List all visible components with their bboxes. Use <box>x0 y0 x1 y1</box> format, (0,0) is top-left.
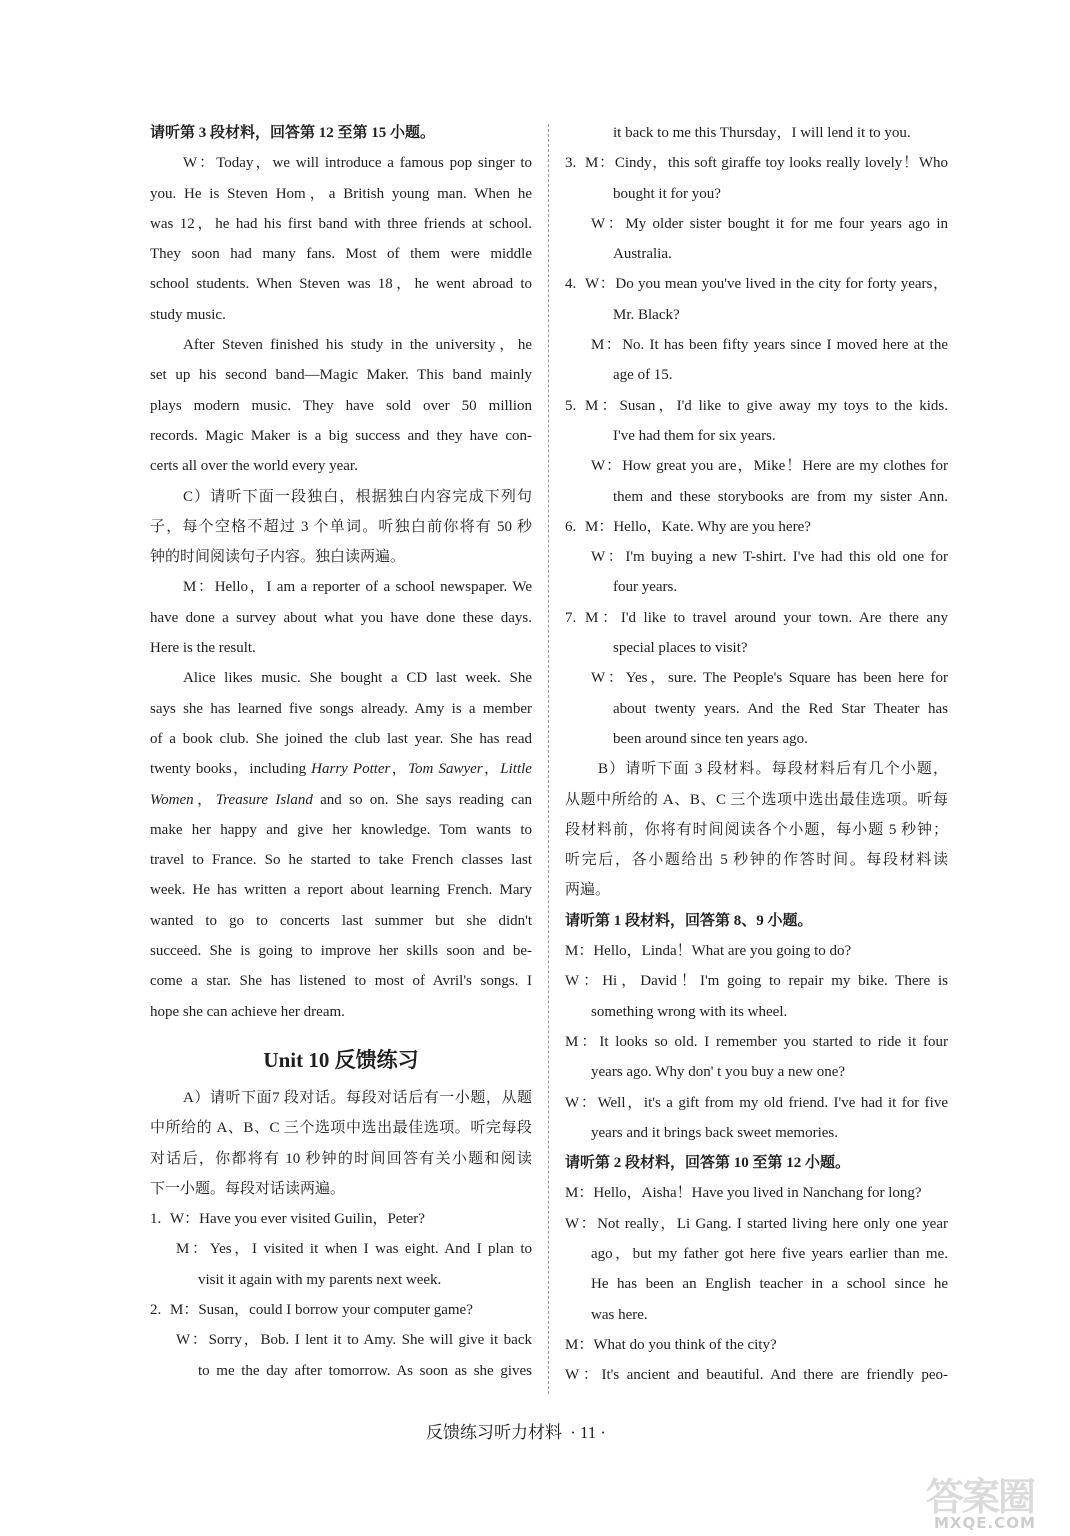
text-line: says she has learned five songs already. Amy is a member <box>150 700 532 717</box>
watermark-domain: MXQE.COM <box>934 1514 1036 1532</box>
instruction-line: A）请听下面7 段对话。每段对话后有一小题，从题 <box>183 1089 532 1106</box>
text-line: Alice likes music. She bought a CD last week. She <box>183 670 532 687</box>
page-number: 11 <box>579 1423 597 1442</box>
dialogue-line: years and it brings back sweet memories. <box>591 1124 839 1141</box>
dialogue-line: ago，but my father got here five years earlier than me. <box>591 1245 948 1262</box>
punctuation: ， <box>390 761 409 778</box>
dialogue-line <box>150 1204 532 1234</box>
right-column <box>565 118 948 1390</box>
speaker-line: M：Hello，Kate. Why are you here? <box>585 518 811 535</box>
column-divider <box>548 124 549 1394</box>
text-line <box>150 754 532 784</box>
dialogue-line: W：Sorry，Bob. I lent it to Amy. She will give it back <box>176 1332 532 1349</box>
text-line: of a book club. She joined the club last year. She has read <box>150 730 532 747</box>
instruction-line: 段材料前，你将有时间阅读各个小题，每小题 5 秒钟； <box>565 821 948 838</box>
dialogue-line: W：I'm buying a new T-shirt. I've had this old one for <box>591 549 948 566</box>
dialogue-line: visit it again with my parents next week. <box>198 1271 442 1288</box>
item-number: 6. <box>565 518 577 535</box>
section-heading: 请听第 3 段材料，回答第 12 至第 15 小题。 <box>150 125 436 141</box>
instruction-line: B）请听下面 3 段材料。每段材料后有几个小题， <box>598 761 948 778</box>
dialogue-line: W：Well，it's a gift from my old friend. I've had it for five <box>565 1094 948 1111</box>
text-segment: twenty books，including <box>150 761 312 778</box>
text-line: was 12，he had his first band with three friends at school. <box>150 215 532 232</box>
text-line: set up his second band—Magic Maker. This band mainly <box>150 367 532 384</box>
dialogue-line: four years. <box>613 579 678 596</box>
dialogue-line <box>565 148 948 178</box>
text-line: make her happy and give her knowledge. Tom wants to <box>150 821 532 838</box>
dialogue-line: W：My older sister bought it for me four years ago in <box>591 215 948 232</box>
unit-title: Unit 10 反馈练习 <box>263 1047 419 1072</box>
dialogue-line: M：Hello，Aisha！Have you lived in Nanchang for long? <box>565 1185 922 1202</box>
separator-dot: · <box>600 1423 606 1442</box>
dialogue-line: M：It looks so old. I remember you started to ride it four <box>565 1033 948 1050</box>
text-line: wanted to go to concerts last summer but she didn't <box>150 912 532 929</box>
dialogue-line: W：Not really，Li Gang. I started living here only one year <box>565 1215 948 1232</box>
text-line: school students. When Steven was 18，he went abroad to <box>150 276 532 293</box>
item-number: 4. <box>565 276 577 293</box>
instruction-line: 对话后，你都将有 10 秒钟的时间回答有关小题和阅读 <box>150 1150 532 1167</box>
dialogue-line: Mr. Black? <box>613 306 680 323</box>
instruction-line: 下一小题。每段对话读两遍。 <box>150 1180 346 1197</box>
speaker-line: M：Cindy，this soft giraffe toy looks really lovely！Who <box>585 155 948 172</box>
speaker-line: W：Have you ever visited Guilin，Peter? <box>170 1211 425 1228</box>
separator-dot: · <box>570 1423 576 1442</box>
dialogue-line: about twenty years. And the Red Star Theater has <box>613 700 948 717</box>
watermark-text: 答案圈 <box>926 1475 1035 1519</box>
instruction-line: C）请听下面一段独白，根据独白内容完成下列句 <box>183 488 532 505</box>
dialogue-line: years ago. Why don' t you buy a new one? <box>591 1064 846 1081</box>
dialogue-line: M：Yes，I visited it when I was eight. And I plan to <box>176 1241 532 1258</box>
text-line: Here is the result. <box>150 640 256 657</box>
text-line: have done a survey about what you have done these days. <box>150 609 532 626</box>
item-number: 3. <box>565 155 577 172</box>
dialogue-line: M：No. It has been fifty years since I moved here at the <box>591 337 948 354</box>
speaker-line: W：Do you mean you've lived in the city for forty years， <box>585 276 948 293</box>
dialogue-line: something wrong with its wheel. <box>591 1003 788 1020</box>
text-line: records. Magic Maker is a big success and they have con- <box>150 427 532 444</box>
dialogue-line: special places to visit? <box>613 640 748 657</box>
text-line: succeed. She is going to improve her skills soon and be- <box>150 943 532 960</box>
text-line: certs all over the world every year. <box>150 458 358 475</box>
text-line: plays modern music. They have sold over 50 million <box>150 397 532 414</box>
text-line: hope she can achieve her dream. <box>150 1003 345 1020</box>
dialogue-line: W：How great you are，Mike！Here are my clothes for <box>591 458 948 475</box>
text-line: you. He is Steven Hom，a British young man. When he <box>150 185 532 202</box>
dialogue-line: M：What do you think of the city? <box>565 1336 777 1353</box>
instruction-line: 听完后，各小题给出 5 秒钟的作答时间。每段材料读 <box>565 852 948 869</box>
text-line: M：Hello，I am a reporter of a school newspaper. We <box>183 579 532 596</box>
item-number: 7. <box>565 609 577 626</box>
left-column <box>150 118 532 1386</box>
book-title: Treasure Island <box>215 791 313 808</box>
text-line: They soon had many fans. Most of them were middle <box>150 246 532 263</box>
item-number: 1. <box>150 1211 162 1228</box>
text-segment: and so on. She says reading can <box>312 791 532 808</box>
dialogue-line: been around since ten years ago. <box>613 730 808 747</box>
dialogue-line: W：Hi，David！I'm going to repair my bike. There is <box>565 973 948 990</box>
dialogue-line <box>565 391 948 421</box>
footer-title: 反馈练习听力材料 <box>426 1423 562 1442</box>
dialogue-line: was here. <box>591 1306 648 1323</box>
dialogue-line: W：Yes，sure. The People's Square has been here for <box>591 670 948 687</box>
speaker-line: M：Susan，could I borrow your computer game? <box>170 1301 473 1318</box>
instruction-line: 钟的时间阅读句子内容。独白读两遍。 <box>150 549 406 566</box>
dialogue-line: W：It's ancient and beautiful. And there are friendly peo- <box>565 1367 948 1384</box>
dialogue-line <box>565 603 948 633</box>
instruction-line: 两遍。 <box>565 882 611 899</box>
text-line: travel to France. So he started to take French classes last <box>150 852 532 869</box>
page-footer <box>426 1418 610 1443</box>
item-number: 2. <box>150 1301 162 1318</box>
text-line: After Steven finished his study in the university，he <box>183 337 532 354</box>
dialogue-line <box>565 269 948 299</box>
speaker-line: M：Susan，I'd like to give away my toys to the kids. <box>585 397 948 414</box>
section-heading: 请听第 2 段材料，回答第 10 至第 12 小题。 <box>565 1155 851 1172</box>
speaker-line: M：I'd like to travel around your town. Are there any <box>585 609 948 626</box>
book-title: Women <box>150 791 194 808</box>
book-title: Harry Potter <box>311 761 391 778</box>
dialogue-line: Australia. <box>613 246 672 263</box>
dialogue-line <box>150 1295 532 1325</box>
instruction-line: 从题中所给的 A、B、C 三个选项中选出最佳选项。听每 <box>565 791 948 808</box>
instruction-line: 中所给的 A、B、C 三个选项中选出最佳选项。听完每段 <box>150 1120 532 1137</box>
dialogue-line <box>565 512 948 542</box>
dialogue-line: He has been an English teacher in a school since he <box>591 1276 948 1293</box>
punctuation: ， <box>482 761 501 778</box>
dialogue-line: age of 15. <box>613 367 673 384</box>
section-heading: 请听第 1 段材料，回答第 8、9 小题。 <box>565 912 813 929</box>
dialogue-line: it back to me this Thursday，I will lend it to you. <box>613 125 911 141</box>
text-line <box>150 785 532 815</box>
dialogue-line: M：Hello，Linda！What are you going to do? <box>565 943 852 960</box>
punctuation: ， <box>193 791 216 808</box>
book-title: Little <box>500 761 532 778</box>
dialogue-line: them and these storybooks are from my sister Ann. <box>613 488 948 505</box>
dialogue-line: to me the day after tomorrow. As soon as she gives <box>198 1362 532 1379</box>
text-line: study music. <box>150 306 226 323</box>
instruction-line: 子，每个空格不超过 3 个单词。听独白前你将有 50 秒 <box>150 518 532 535</box>
item-number: 5. <box>565 397 577 414</box>
dialogue-line: I've had them for six years. <box>613 427 776 444</box>
dialogue-line: bought it for you? <box>613 185 721 202</box>
watermark-logo <box>916 1466 1056 1532</box>
book-title: Tom Sawyer <box>408 761 483 778</box>
text-line: week. He has written a report about learning French. Mary <box>150 882 532 899</box>
text-line: W：Today，we will introduce a famous pop singer to <box>183 155 532 172</box>
text-line: come a star. She has listened to most of Avril's songs. I <box>150 973 532 990</box>
